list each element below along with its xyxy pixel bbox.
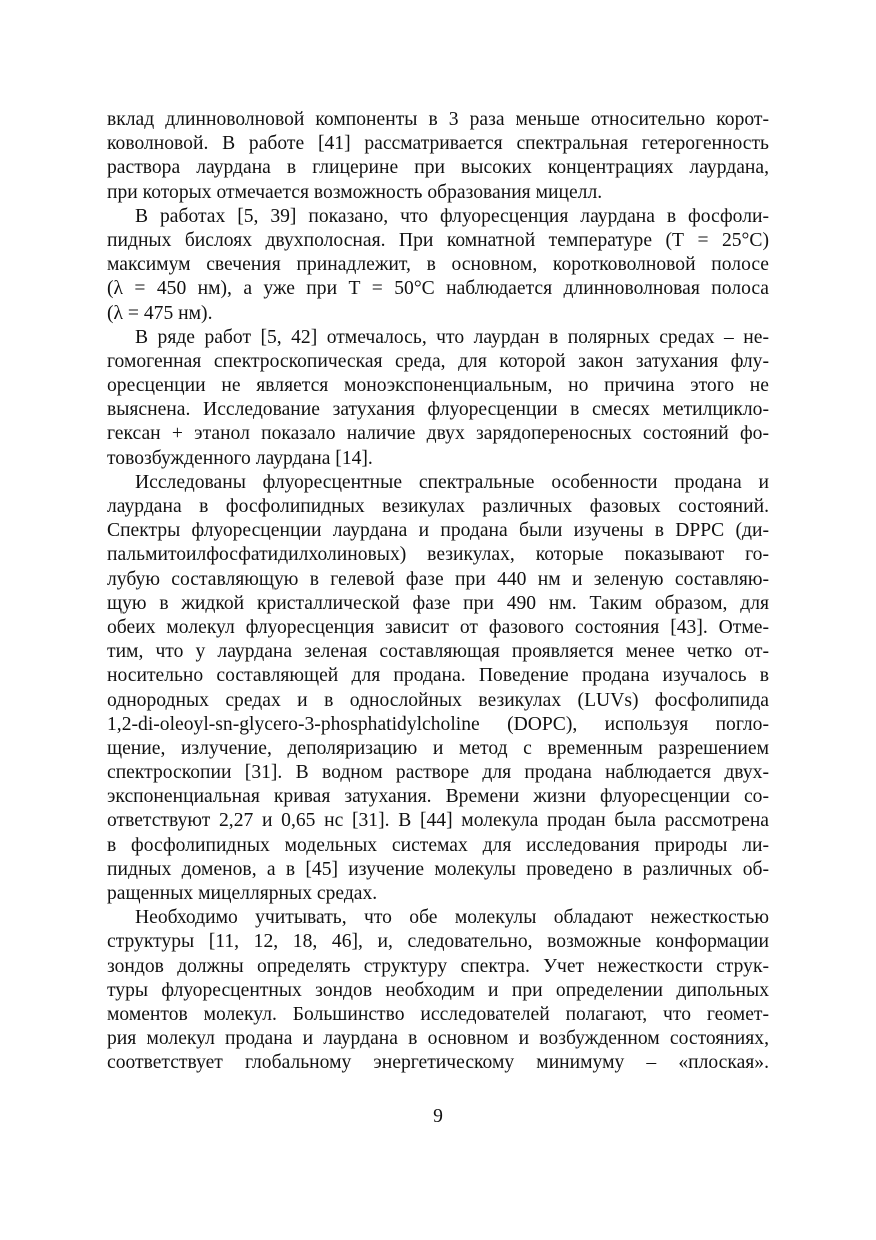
- text-line: 1,2-di-oleoyl-sn-glycero-3-phosphatidylcholine (DOPC), используя погло-: [107, 713, 769, 735]
- text-line: рия молекул продана и лаурдана в основном и возбужденном состояниях,: [107, 1028, 769, 1050]
- text-line: в фосфолипидных модельных системах для исследования природы ли-: [107, 834, 769, 856]
- paragraph: [107, 205, 769, 326]
- text-line: щение, излучение, деполяризацию и метод с временным разрешением: [107, 737, 769, 759]
- text-line: вклад длинноволновой компоненты в 3 раза меньше относительно корот-: [107, 109, 769, 130]
- text-line: обеих молекул флуоресценция зависит от фазового состояния [43]. Отме-: [107, 616, 769, 638]
- text-line: В работах [5, 39] показано, что флуоресценция лаурдана в фосфоли-: [135, 205, 769, 227]
- text-line: гомогенная спектроскопическая среда, для которой закон затухания флу-: [107, 350, 769, 372]
- text-line: оресценции не является моноэкспоненциальным, но причина этого не: [107, 375, 769, 397]
- text-line: однородных средах и в однослойных везикулах (LUVs) фосфолипида: [107, 689, 769, 711]
- text-line: Спектры флуоресценции лаурдана и продана были изучены в DPPC (ди-: [107, 520, 769, 542]
- text-line: лубую составляющую в гелевой фазе при 440 нм и зеленую составляю-: [107, 568, 769, 590]
- page-number: 9: [433, 1106, 443, 1127]
- text-line: (λ = 475 нм).: [107, 302, 213, 324]
- paragraph: [107, 471, 769, 906]
- text-line: раствора лаурдана в глицерине при высоких концентрациях лаурдана,: [107, 157, 769, 179]
- text-line: товозбужденного лаурдана [14].: [107, 447, 373, 469]
- text-line: при которых отмечается возможность образования мицелл.: [107, 181, 603, 203]
- text-line: пидных бислоях двухполосная. При комнатной температуре (Т = 25°С): [107, 229, 769, 251]
- text-line: пидных доменов, а в [45] изучение молекулы проведено в различных об-: [107, 858, 769, 880]
- text-line: пальмитоилфосфатидилхолиновых) везикулах, которые показывают го-: [107, 544, 769, 566]
- text-line: Исследованы флуоресцентные спектральные особенности продана и: [135, 471, 769, 493]
- text-line: зондов должны определять структуру спектра. Учет нежесткости струк-: [107, 955, 769, 977]
- paragraph: [107, 906, 769, 1075]
- text-line: коволновой. В работе [41] рассматривается спектральная гетерогенность: [107, 133, 769, 155]
- text-line: Необходимо учитывать, что обе молекулы обладают нежесткостью: [135, 907, 769, 929]
- text-line: выяснена. Исследование затухания флуоресценции в смесях метилцикло-: [107, 399, 769, 421]
- text-line: ращенных мицеллярных средах.: [107, 883, 378, 904]
- text-line: моментов молекул. Большинство исследователей полагают, что геомет-: [107, 1003, 769, 1025]
- text-line: спектроскопии [31]. В водном растворе для продана наблюдается двух-: [107, 762, 769, 784]
- text-line: тим, что у лаурдана зеленая составляющая проявляется менее четко от-: [107, 641, 769, 663]
- text-line: носительно составляющей для продана. Поведение продана изучалось в: [107, 665, 769, 687]
- text-line: туры флуоресцентных зондов необходим и при определении дипольных: [107, 979, 769, 1001]
- text-line: структуры [11, 12, 18, 46], и, следовательно, возможные конформации: [107, 931, 769, 953]
- text-line: ответствуют 2,27 и 0,65 нс [31]. В [44] молекула продан была рассмотрена: [107, 810, 769, 832]
- text-line: гексан + этанол показало наличие двух зарядопереносных состояний фо-: [107, 423, 769, 445]
- paragraph: [107, 326, 769, 471]
- text-line: В ряде работ [5, 42] отмечалось, что лаурдан в полярных средах – не-: [135, 326, 769, 348]
- text-line: лаурдана в фосфолипидных везикулах различных фазовых состояний.: [107, 496, 769, 517]
- text-line: (λ = 450 нм), а уже при Т = 50°С наблюдается длинноволновая полоса: [107, 278, 769, 300]
- paragraph: [107, 108, 769, 205]
- text-line: щую в жидкой кристаллической фазе при 490 нм. Таким образом, для: [107, 592, 769, 614]
- text-line: максимум свечения принадлежит, в основном, коротковолновой полосе: [107, 254, 769, 276]
- text-line: экспоненциальная кривая затухания. Времени жизни флуоресценции со-: [107, 786, 769, 808]
- page-body: [107, 108, 769, 1076]
- text-line: соответствует глобальному энергетическому минимуму – «плоская».: [107, 1052, 769, 1074]
